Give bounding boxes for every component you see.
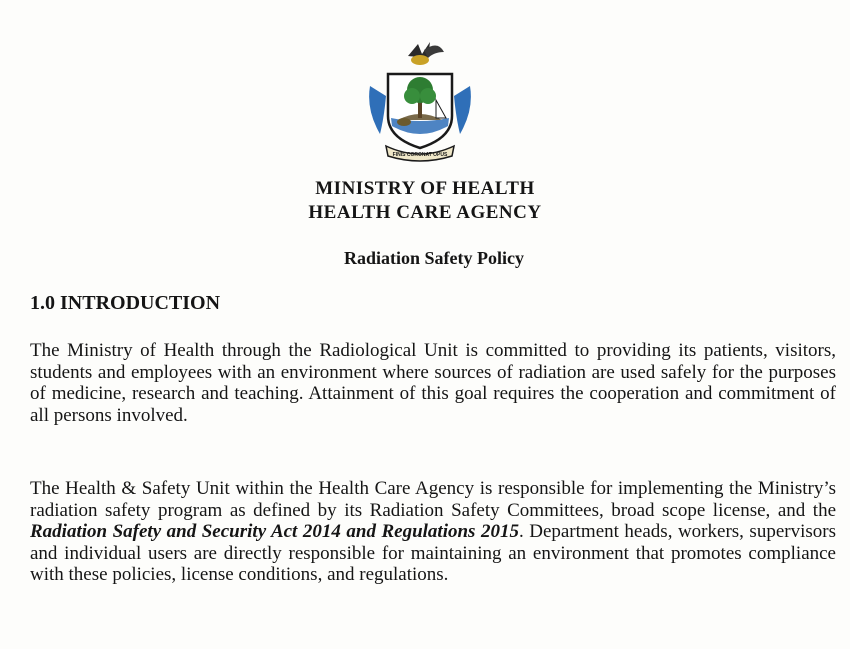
crest-left-fish-icon (369, 86, 386, 134)
section-heading: 1.0 INTRODUCTION (30, 292, 221, 314)
document-title: Radiation Safety Policy (344, 248, 524, 268)
crest-tortoise-icon (397, 118, 411, 126)
coat-of-arms-crest (364, 38, 476, 162)
intro-paragraph-2 (30, 478, 836, 586)
intro-paragraph-1: The Ministry of Health through the Radiological Unit is committed to providing its patients, visitors, students and employees with an environment where sources of radiation are used safely for the purposes of medicine, research and teaching. Attainment of this goal requires the cooperation and commitment of all persons involved. (30, 340, 836, 426)
legislation-reference: Radiation Safety and Security Act 2014 and Regulations 2015 (30, 521, 519, 542)
ministry-heading: MINISTRY OF HEALTH (315, 178, 535, 199)
agency-heading: HEALTH CARE AGENCY (308, 202, 542, 223)
svg-text:FINIS CORONAT OPUS: FINIS CORONAT OPUS (392, 152, 448, 158)
crest-birds-icon (408, 42, 444, 65)
paragraph-2-text-end: . Department heads, workers, supervisors and individual users are directly responsible for maintaining an environment that promotes compliance with these policies, license conditions, and regulations. (30, 521, 836, 585)
paragraph-2-text-start: The Health & Safety Unit within the Health Care Agency is responsible for implementing the Ministry’s radiation safety program as defined by its Radiation Safety Committees, broad scope license, and the (30, 478, 836, 521)
crest-right-fish-icon (454, 86, 471, 134)
